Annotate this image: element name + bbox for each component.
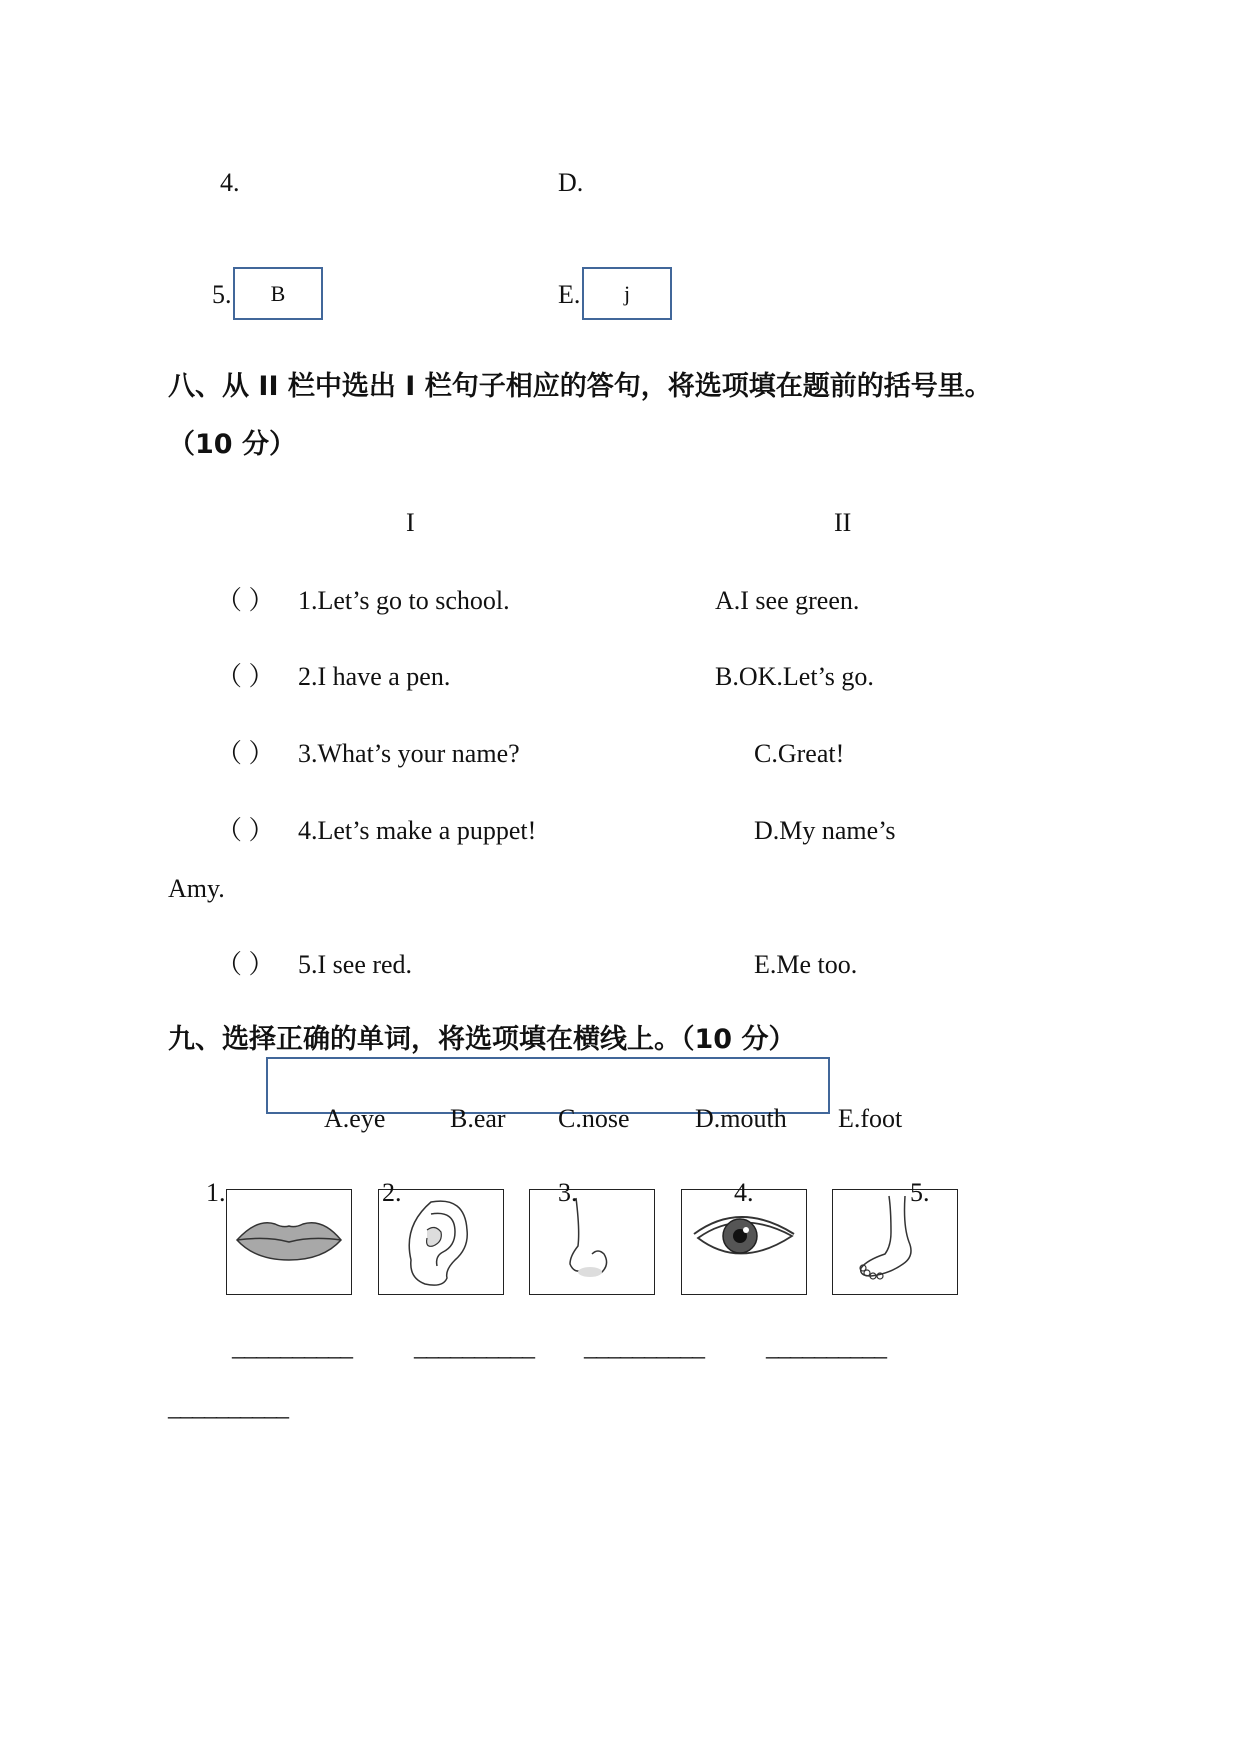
- column-i-header: I: [406, 508, 415, 537]
- answer-blank-5[interactable]: __________: [168, 1392, 288, 1421]
- answer-option-c: C.Great!: [754, 739, 845, 768]
- question-1: 1.Let’s go to school.: [298, 586, 510, 615]
- answer-blank-2[interactable]: __________: [414, 1332, 534, 1361]
- answer-option-b: B.OK.Let’s go.: [715, 662, 874, 691]
- picture-1-number: 1.: [206, 1178, 226, 1207]
- picture-3-number: 3.: [558, 1178, 578, 1207]
- nose-icon: [530, 1190, 654, 1294]
- picture-5-number: 5.: [910, 1178, 930, 1207]
- answer-paren-1[interactable]: （ ）: [216, 586, 275, 615]
- answer-option-d: D.My name’s: [754, 816, 896, 845]
- word-option-e: E.foot: [838, 1104, 903, 1133]
- question-5: 5.I see red.: [298, 950, 413, 979]
- item-4-number: 4.: [220, 168, 240, 197]
- word-option-a: A.eye: [324, 1104, 386, 1133]
- picture-5: [832, 1189, 958, 1295]
- item-d-letter: D.: [558, 168, 584, 197]
- item-5-number: 5.: [212, 280, 232, 309]
- picture-2-number: 2.: [382, 1178, 402, 1207]
- word-option-d: D.mouth: [695, 1104, 787, 1133]
- lips-icon: [227, 1190, 351, 1294]
- answer-blank-1[interactable]: __________: [232, 1332, 352, 1361]
- question-4: 4.Let’s make a puppet!: [298, 816, 537, 845]
- picture-3: [529, 1189, 655, 1295]
- word-option-c: C.nose: [558, 1104, 630, 1133]
- word-option-b: B.ear: [450, 1104, 506, 1133]
- answer-box-e[interactable]: j: [582, 267, 672, 320]
- question-3: 3.What’s your name?: [298, 739, 520, 768]
- section-9-title: 九、选择正确的单词，将选项填在横线上。（10 分）: [168, 1024, 796, 1055]
- answer-paren-4[interactable]: （ ）: [216, 816, 275, 845]
- answer-option-e: E.Me too.: [754, 950, 858, 979]
- answer-blank-3[interactable]: __________: [584, 1332, 704, 1361]
- picture-4-number: 4.: [734, 1178, 754, 1207]
- answer-blank-4[interactable]: __________: [766, 1332, 886, 1361]
- question-2: 2.I have a pen.: [298, 662, 451, 691]
- item-e-letter: E.: [558, 280, 581, 309]
- answer-box-5[interactable]: B: [233, 267, 323, 320]
- column-ii-header: II: [834, 508, 852, 537]
- answer-paren-2[interactable]: （ ）: [216, 662, 275, 691]
- answer-paren-3[interactable]: （ ）: [216, 739, 275, 768]
- answer-option-d-wrap: Amy.: [168, 874, 225, 903]
- answer-paren-5[interactable]: （ ）: [216, 950, 275, 979]
- section-8-score: （10 分）: [168, 429, 296, 460]
- section-8-title: 八、从 II 栏中选出 I 栏句子相应的答句，将选项填在题前的括号里。: [168, 371, 992, 402]
- picture-1: [226, 1189, 352, 1295]
- answer-option-a: A.I see green.: [715, 586, 860, 615]
- foot-icon: [833, 1190, 957, 1294]
